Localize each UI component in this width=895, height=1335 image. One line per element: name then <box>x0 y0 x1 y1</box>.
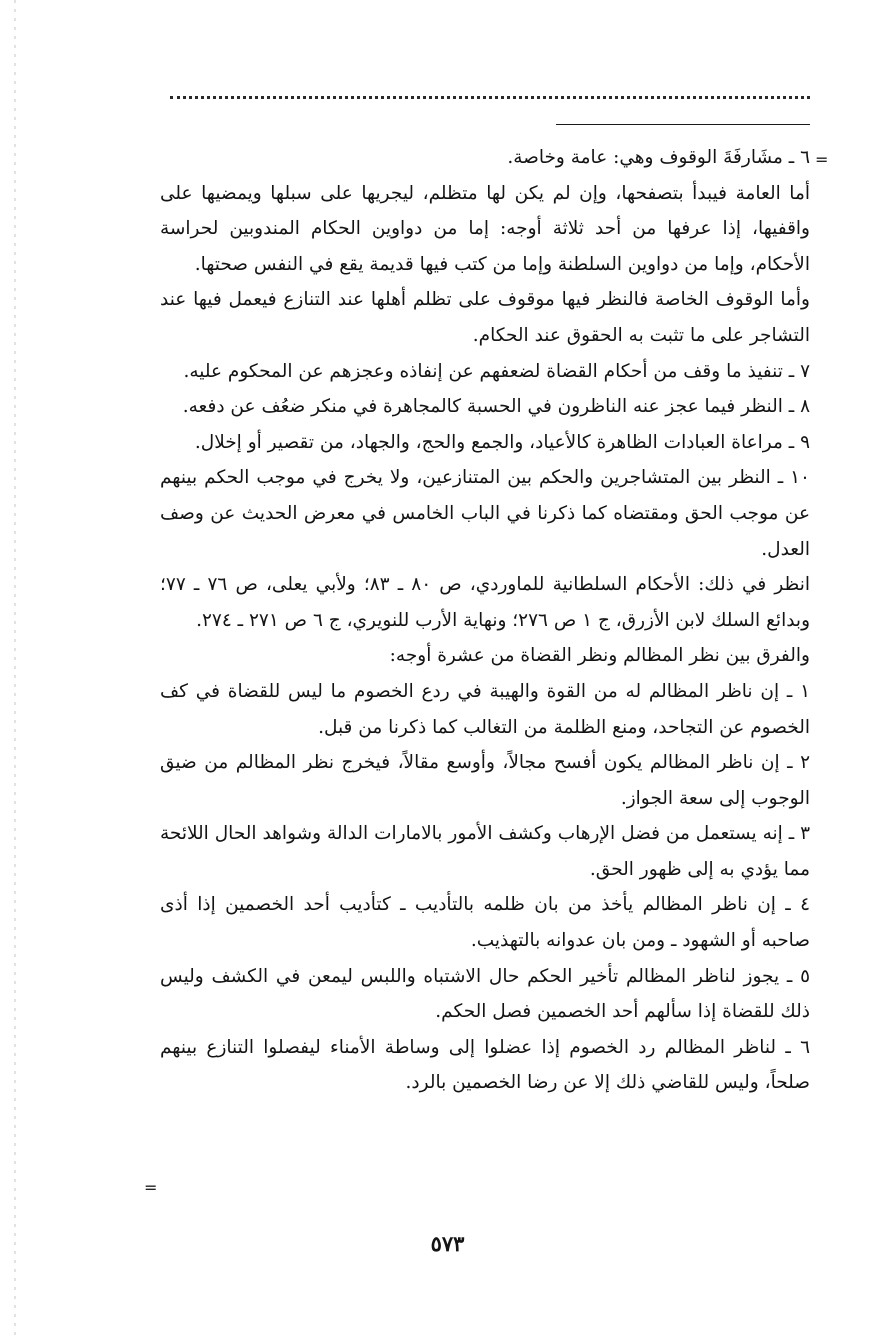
continuation-marker-bottom: = <box>144 1178 158 1197</box>
footnote-text <box>160 140 810 1101</box>
paragraph-waqf-general: أما العامة فيبدأ بتصفحها، وإن لم يكن لها متظلم، ليجريها على سبلها ويمضيها على واقفيها، إذا عرفها من أحد ثلاثة أوجه: إما من دواوين الحكام المندوبين لحراسة الأحكام، وإما من دواوين السلطنة وإما من كتب فيها قديمة يقع في النفس صحتها. <box>160 182 810 275</box>
paragraph-difference-6: ٦ ـ لناظر المظالم رد الخصوم إذا عضلوا إلى وساطة الأمناء ليفصلوا التنازع بينهم صلحاً، وليس للقاضي ذلك إلا عن رضا الخصمين بالرد. <box>160 1036 810 1094</box>
page-edge-shadow <box>14 0 16 1335</box>
paragraph-difference-5: ٥ ـ يجوز لناظر المظالم تأخير الحكم حال الاشتباه واللبس ليمعن في الكشف وليس ذلك للقضاة إذا سألهم أحد الخصمين فصل الحكم. <box>160 965 810 1023</box>
paragraph-waqf-private: وأما الوقوف الخاصة فالنظر فيها موقوف على تظلم أهلها عند التنازع فيعمل فيها عند التشاجر على ما تثبت به الحقوق عند الحكام. <box>160 289 810 346</box>
paragraph-references: انظر في ذلك: الأحكام السلطانية للماوردي، ص ٨٠ ـ ٨٣؛ ولأبي يعلى، ص ٧٦ ـ ٧٧؛ وبدائع السلك لابن الأزرق، ج ١ ص ٢٧٦؛ ونهاية الأرب للنويري، ج ٦ ص ٢٧١ ـ ٢٧٤. <box>160 574 811 631</box>
paragraph-difference-3: ٣ ـ إنه يستعمل من فضل الإرهاب وكشف الأمور بالامارات الدالة وشواهد الحال اللائحة مما يؤدي به إلى ظهور الحق. <box>160 823 810 880</box>
paragraph-difference-1: ١ ـ إن ناظر المظالم له من القوة والهيبة في ردع الخصوم ما ليس للقضاة في كف الخصوم عن التجاحد، ومنع الظلمة من التغالب كما ذكرنا من قبل. <box>160 680 810 738</box>
paragraph-item-10: ١٠ ـ النظر بين المتشاجرين والحكم بين المتنازعين، ولا يخرج في موجب الحكم بينهم عن موجب الحق ومقتضاه كما ذكرنا في الباب الخامس في معرض الحديث عن وصف العدل. <box>160 467 810 560</box>
dotted-divider <box>170 96 810 109</box>
paragraph-item-7: ٧ ـ تنفيذ ما وقف من أحكام القضاة لضعفهم عن إنفاذه وعجزهم عن المحكوم عليه. <box>183 360 810 382</box>
paragraph-difference-2: ٢ ـ إن ناظر المظالم يكون أفسح مجالاً، وأوسع مقالاً، فيخرج نظر المظالم من ضيق الوجوب إلى سعة الجواز. <box>160 752 810 809</box>
paragraph-item-9: ٩ ـ مراعاة العبادات الظاهرة كالأعياد، والجمع والحج، والجهاد، من تقصير أو إخلال. <box>194 431 810 453</box>
paragraph-difference-intro: والفرق بين نظر المظالم ونظر القضاة من عشرة أوجه: <box>389 645 810 667</box>
footnote-rule <box>556 124 810 125</box>
paragraph-item-8: ٨ ـ النظر فيما عجز عنه الناظرون في الحسبة كالمجاهرة في منكر ضعُف عن دفعه. <box>182 396 810 418</box>
page-number: ٥٧٣ <box>430 1231 465 1256</box>
paragraph-difference-4: ٤ ـ إن ناظر المظالم يأخذ من بان ظلمه بالتأديب ـ كتأديب أحد الخصمين إذا أذى صاحبه أو الشهود ـ ومن بان عدوانه بالتهذيب. <box>160 894 810 952</box>
paragraph-waqf-heading: ٦ ـ مشَارفَةَ الوقوف وهي: عامة وخاصة. <box>507 147 810 168</box>
continuation-marker-top: = <box>815 150 829 169</box>
